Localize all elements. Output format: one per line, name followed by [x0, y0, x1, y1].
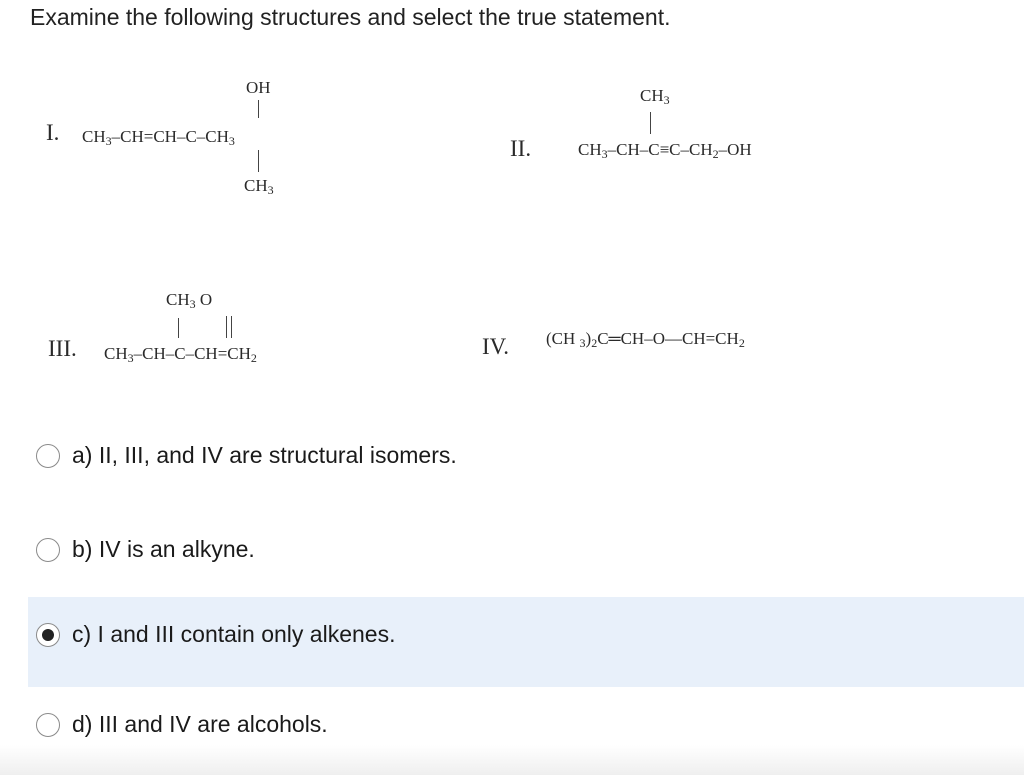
structure-III-bond-up	[178, 318, 179, 338]
bottom-fade	[0, 745, 1024, 775]
option-a-radio[interactable]	[36, 444, 60, 468]
structure-I-bond-up	[258, 100, 259, 118]
option-d-label: d) III and IV are alcohols.	[72, 711, 328, 737]
question-text: Examine the following structures and select the true statement.	[30, 4, 671, 30]
structure-I-numeral: I.	[46, 120, 60, 145]
option-b[interactable]	[36, 536, 255, 563]
structure-III-double-1	[226, 316, 227, 338]
option-b-radio[interactable]	[36, 538, 60, 562]
structure-I-bond-down	[258, 150, 259, 172]
option-b-label: b) IV is an alkyne.	[72, 536, 255, 562]
option-d[interactable]	[36, 711, 328, 738]
option-a[interactable]	[36, 442, 457, 469]
structure-IV-main: (CH $_3)_2C═CH-O—CH=CH_2$	[546, 329, 745, 350]
structure-III-top: $CH_3$ O	[166, 290, 213, 311]
structure-I-main: $CH_3-CH=CH-C-CH_3$	[82, 127, 235, 148]
structure-I-ch3: $CH_3$	[244, 176, 274, 197]
option-c-radio[interactable]	[36, 623, 60, 647]
structure-II-bond-up	[650, 112, 651, 134]
option-c[interactable]	[36, 621, 395, 648]
structure-II-numeral: II.	[510, 136, 532, 161]
structure-IV-numeral: IV.	[482, 334, 510, 359]
structure-II-ch3: $CH_3$	[640, 86, 670, 107]
structure-III-numeral: III.	[48, 336, 77, 361]
option-c-label: c) I and III contain only alkenes.	[72, 621, 396, 647]
structure-II-main: $CH_3-CH-C\equiv C-CH_2-OH$	[578, 140, 752, 161]
structure-I-oh: OH	[246, 78, 271, 97]
structure-III-double-2	[231, 316, 232, 338]
option-a-label: a) II, III, and IV are structural isomers.	[72, 442, 457, 468]
structure-III-main: $CH_3-CH-C-CH=CH_2$	[104, 344, 257, 365]
option-d-radio[interactable]	[36, 713, 60, 737]
